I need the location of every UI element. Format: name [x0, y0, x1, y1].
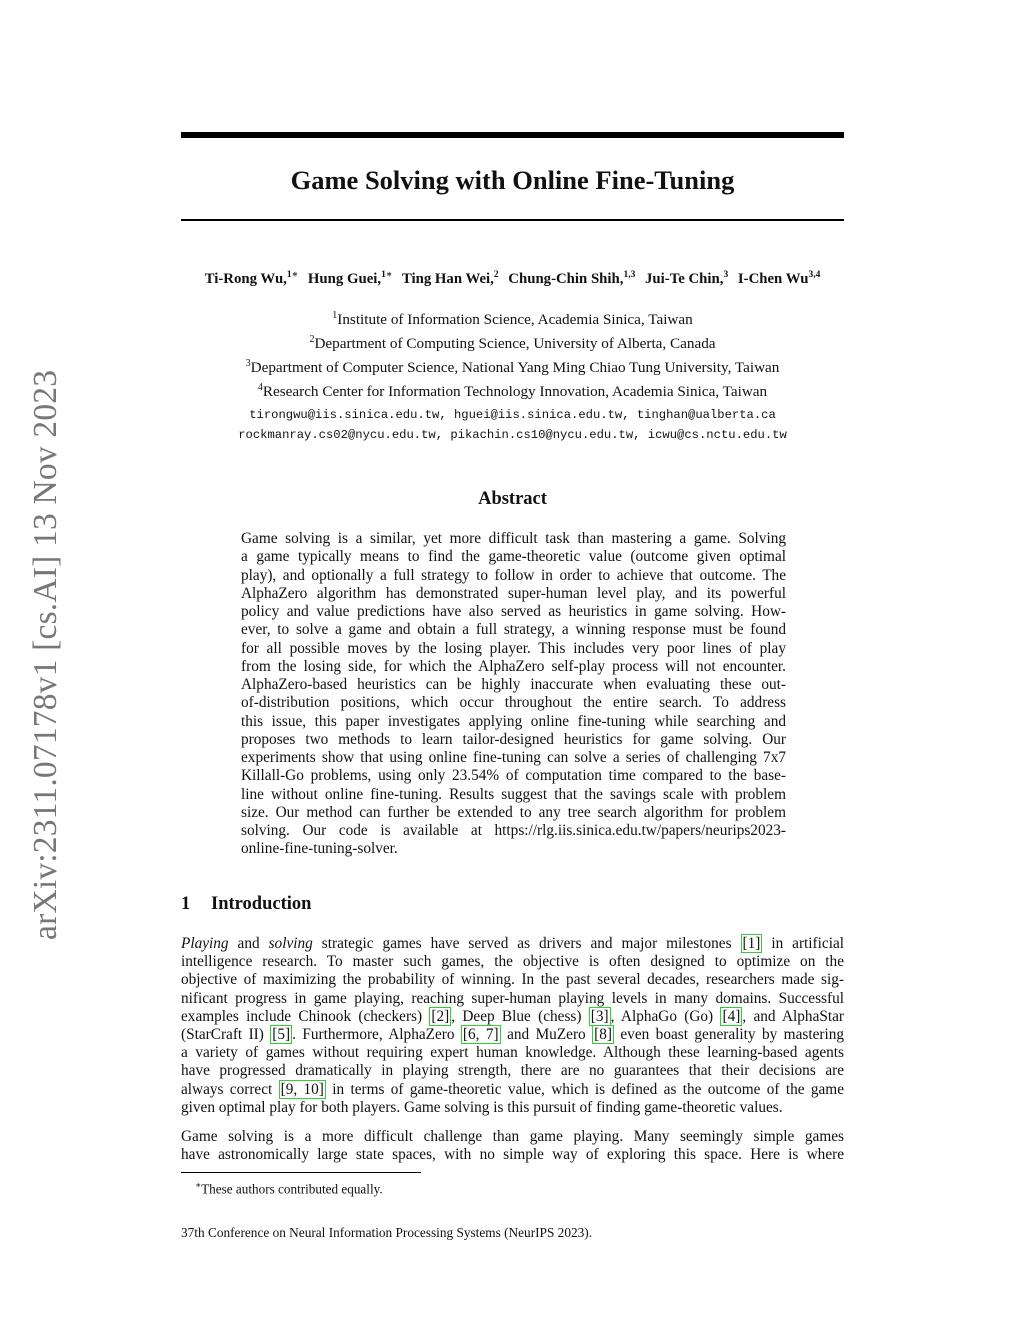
abstract-line: solving. Our code is available at https://rlg.iis.sinica.edu.tw/papers/neurips2023- — [241, 822, 786, 839]
paper-title: Game Solving with Online Fine-Tuning — [290, 165, 735, 195]
paragraph-line: have progressed dramatically in playing strength, there are no guarantees that their decisions are — [181, 1062, 844, 1080]
abstract-line: play), and optionally a full strategy to follow in order to achieve that outcome. The — [241, 566, 786, 584]
paragraph-line: examples include Chinook (checkers) [2] , Deep Blue (chess) [3] , AlphaGo (Go) [4] , and AlphaStar — [181, 1007, 845, 1025]
intro-paragraph — [181, 935, 844, 1117]
abstract-line: a game typically means to find the game-theoretic value (outcome given optimal — [241, 548, 786, 566]
paragraph-line: objective of maximizing the probability of winning. In the past several decades, researchers made sig- — [181, 971, 844, 989]
paragraph-line: intelligence research. To master such games, the objective is often designed to optimize on the — [181, 953, 844, 971]
venue-footer: 37th Conference on Neural Information Processing Systems (NeurIPS 2023). — [181, 1225, 593, 1240]
abstract-line: for all possible moves by the losing player. This includes very poor lines of play — [241, 639, 786, 657]
intro-paragraph — [181, 1128, 844, 1164]
abstract-line: Game solving is a similar, yet more difficult task than mastering a game. Solving — [241, 530, 786, 547]
footnote: ∗These authors contributed equally. — [195, 1180, 383, 1197]
paragraph-line: Playing and solving strategic games have served as drivers and major milestones [1] in artificial — [181, 935, 844, 952]
author: Hung Guei,$^{1∗}$ — [307, 270, 393, 287]
abstract-body — [241, 530, 786, 859]
paragraph-line: (StarCraft II) [5] . Furthermore, AlphaZero [6, 7] and MuZero [8] even boast generality by mastering — [181, 1026, 844, 1044]
abstract-line: of-distribution positions, which occur throughout the entire search. To address — [241, 694, 786, 712]
paragraph-line: always correct [9, 10] in terms of game-theoretic value, which is defined as the outcome of the game — [181, 1080, 844, 1098]
citation-link[interactable]: [2] — [431, 1007, 450, 1025]
abstract-line: line without online fine-tuning. Results suggest that the savings scale with problem — [241, 785, 786, 803]
citation-link[interactable]: [6, 7] — [462, 1026, 499, 1044]
abstract-line: AlphaZero algorithm has demonstrated super-human level play, and its powerful — [241, 584, 786, 602]
author-list — [170, 265, 855, 289]
abstract-line: this issue, this paper investigates applying online fine-tuning while searching and — [241, 712, 786, 730]
abstract-line: experiments show that using online fine-tuning can solve a series of challenging 7x7 — [241, 749, 786, 766]
author: Chung-Chin Shih,$^{1,3}$ — [508, 270, 636, 287]
section-number: 1 — [181, 894, 191, 914]
paragraph-line: Game solving is a more difficult challenge than game playing. Many seemingly simple games — [181, 1128, 844, 1145]
title-top-rule — [181, 132, 844, 138]
affiliation: $^4$Research Center for Information Technology Innovation, Academia Sinica, Taiwan — [257, 381, 768, 400]
section-title: Introduction — [211, 894, 312, 914]
author: I-Chen Wu$^{3,4}$ — [737, 270, 821, 287]
citation-link[interactable]: [4] — [722, 1007, 741, 1025]
affiliation: $^3$Department of Computer Science, National Yang Ming Chiao Tung University, Taiwan — [245, 357, 780, 376]
citation-link[interactable]: [3] — [590, 1007, 609, 1025]
paragraph-line: given optimal play for both players. Game solving is this pursuit of finding game-theoretic values. — [181, 1098, 783, 1116]
paragraph-line: nificant progress in game playing, reaching super-human playing levels in many domains. Successful — [181, 989, 844, 1007]
abstract-line: AlphaZero-based heuristics can be highly inaccurate when evaluating these out- — [241, 676, 786, 693]
abstract-line: from the losing side, for which the AlphaZero self-play process will not encounter. — [241, 657, 786, 675]
author-emails — [181, 405, 844, 445]
affiliations — [181, 306, 844, 401]
citation-link[interactable]: [9, 10] — [280, 1080, 324, 1098]
abstract-line: policy and value predictions have also served as heuristics in game solving. How- — [241, 603, 786, 620]
abstract-line: Killall-Go problems, using only 23.54% of computation time compared to the base- — [241, 767, 786, 785]
section-heading — [181, 893, 311, 915]
affiliation: $^1$Institute of Information Science, Academia Sinica, Taiwan — [332, 310, 693, 329]
email-line: rockmanray.cs02@nycu.edu.tw, pikachin.cs10@nycu.edu.tw, icwu@cs.nctu.edu.tw — [238, 428, 787, 442]
abstract-line: ever, to solve a game and obtain a full strategy, a winning response must be found — [241, 621, 786, 639]
citation-link[interactable]: [5] — [272, 1026, 291, 1044]
citation-link[interactable]: [1] — [742, 935, 761, 952]
paragraph-line: have astronomically large state spaces, with no simple way of exploring this space. Here is where — [181, 1146, 844, 1164]
paragraph-line: a variety of games without requiring expert human knowledge. Although these learning-based agents — [181, 1044, 844, 1062]
title-bottom-rule — [181, 219, 844, 221]
citation-link[interactable]: [8] — [594, 1026, 612, 1044]
arxiv-identifier: arXiv:2311.07178v1 [cs.AI] 13 Nov 2023 — [27, 369, 64, 940]
author: Ting Han Wei,$^2$ — [401, 270, 499, 287]
email-line: tirongwu@iis.sinica.edu.tw, hguei@iis.sinica.edu.tw, tinghan@ualberta.ca — [249, 408, 776, 422]
author: Ti-Rong Wu,$^{1∗}$ — [204, 270, 299, 287]
abstract-line: online-fine-tuning-solver. — [241, 840, 398, 858]
abstract-line: size. Our method can further be extended to any tree search algorithm for problem — [241, 803, 786, 821]
abstract-line: proposes two methods to learn tailor-designed heuristics for game solving. Our — [241, 730, 786, 748]
affiliation: $^2$Department of Computing Science, University of Alberta, Canada — [309, 333, 716, 352]
author: Jui-Te Chin,$^3$ — [645, 270, 729, 287]
footnote-rule — [181, 1172, 421, 1173]
abstract-heading: Abstract — [478, 489, 547, 509]
